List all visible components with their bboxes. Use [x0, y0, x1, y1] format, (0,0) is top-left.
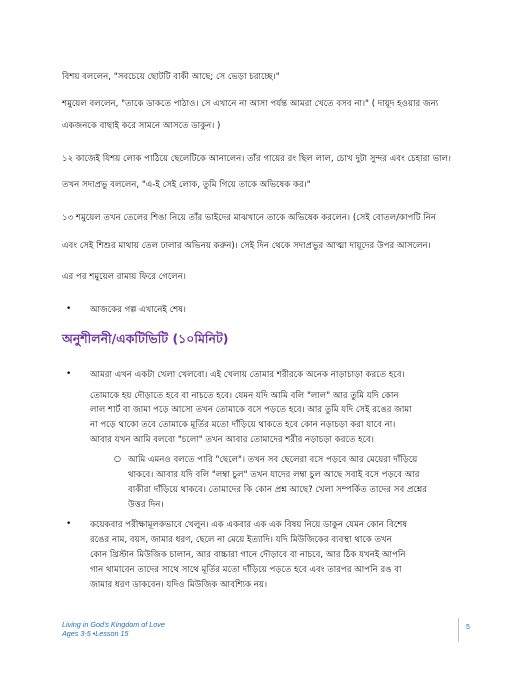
list-item: আমরা এখন একটা খেলা খেলবো। এই খেলায় তোমার শরীরকে অনেক নাড়াচাড়া করতে হবে। — [90, 370, 405, 380]
paragraph: বিশয় বললেন, "সবচেয়ে ছোটটি বাকী আছে; সে ভেড়া চরাচ্ছে।" — [62, 72, 280, 82]
circle-bullet-icon: ○ — [114, 454, 121, 463]
text-line: আবার যখন আমি বলবো "চলো" তখন আবার তোমাদের শরীর নড়াচড়া করতে হবে। — [90, 435, 374, 445]
section-heading: অনুশীলনী/একটিভিটি (১০মিনিট) — [62, 331, 229, 346]
footer-divider — [458, 618, 459, 642]
list-item: কয়েকবার পরীক্ষামূলকভাবে খেলুন। এক একবার এক এক বিষয় নিয়ে ডাকুন যেমন কোন বিশেষ — [90, 520, 408, 530]
text-line: আমি এমনও বলতে পারি "ছেলে"। তখন সব ছেলেরা বসে পড়বে আর মেয়েরা দাঁড়িয়ে — [128, 455, 418, 465]
paragraph: এবং সেই শিশুর মাথায় তেল ঢালার অভিনয় করুন)। সেই দিন থেকে সদাপ্রভুর আত্মা দায়ূদের উপর আসলেন। — [62, 241, 431, 251]
text-line: বাকীরা দাঁড়িয়ে থাকবে। তোমাদের কি কোন প্রশ্ন আছে? খেলা সম্পর্কিত তাদের সব প্রশ্নের — [128, 485, 427, 495]
text-line: না পড়ে থাকো তবে তোমাকে মূর্তির মতো দাঁড়িয়ে থাকতে হবে কোন নড়াচড়া করা যাবে না। — [90, 420, 396, 430]
bullet-icon: • — [66, 304, 72, 314]
text-line: রঙের নাম, বয়স, জামার ধরণ, ছেলে না মেয়ে ইত্যাদি। যদি মিউজিকের ব্যবস্থা থাকে তখন — [90, 535, 392, 545]
paragraph: ১৩ শমুয়েল তখন তেলের শিঙা নিয়ে তাঁর ভাইদের মাঝখানে তাকে অভিষেক করলেন। (সেই বোতল/কাপটি নিন — [62, 213, 436, 223]
bullet-icon: • — [66, 519, 72, 529]
text-line: থাকবে। আবার যদি বলি "লম্বা চুল" তখন যাদের লম্বা চুল আছে সবাই বসে পড়বে আর — [128, 470, 420, 480]
paragraph: একজনকে বাছাই করে সামনে আসতে ডাকুন। ) — [62, 121, 221, 131]
page-number: 5 — [466, 624, 470, 631]
text-line: তোমাকে হয় দৌড়াতে হবে বা নাচতে হবে। যেমন যদি আমি বলি "লাল" আর তুমি যদি কোন — [90, 391, 399, 401]
list-item: আজকের গল্প এখানেই শেষ। — [90, 305, 186, 315]
paragraph: তখন সদাপ্রভু বললেন, "এ-ই সেই লোক, তুমি গিয়ে তাকে অভিষেক কর।" — [62, 180, 311, 190]
text-line: জামার ধরণ ডাকবেন। যদিও মিউজিক আবশ্যিক নয়। — [90, 580, 268, 590]
footer — [62, 620, 165, 638]
bullet-icon: • — [66, 369, 72, 379]
text-line: গান থামাবেন তাদের সাথে সাথে মূর্তির মতো দাঁড়িয়ে পড়তে হবে এবং তারপর আপনি রঙ বা — [90, 565, 402, 575]
text-line: উত্তর দিন। — [128, 500, 164, 510]
text-line: কোন খ্রিস্টান মিউজিক চালান, আর বাচ্চারা গানে দৌড়াবে বা নাচবে, আর ঠিক যখনই আপনি — [90, 550, 406, 560]
paragraph: ১২ কাজেই যিশয় লোক পাঠিয়ে ছেলেটিকে আনালেন। তাঁর গায়ের রং ছিল লাল, চোখ দুটা সুন্দর এবং চেহারা ভাল। — [62, 154, 451, 164]
text-line: লাল শার্ট বা জামা পড়ে আসো তখন তোমাকে বসে পড়তে হবে। আর তুমি যদি সেই রঙের জামা — [90, 405, 412, 415]
paragraph: এর পর শমুয়েল রামায় ফিরে গেলেন। — [62, 272, 186, 282]
footer-lesson: Ages 3-5 •Lesson 15 — [62, 629, 129, 638]
footer-title: Living in God's Kingdom of Love — [62, 620, 165, 629]
paragraph: শমুয়েল বললেন, "তাকে ডাকতে পাঠাও। সে এখানে না আসা পর্যন্ত আমরা খেতে বসব না।" ( দায়ূদ হওয়ার জন্য — [62, 99, 439, 109]
